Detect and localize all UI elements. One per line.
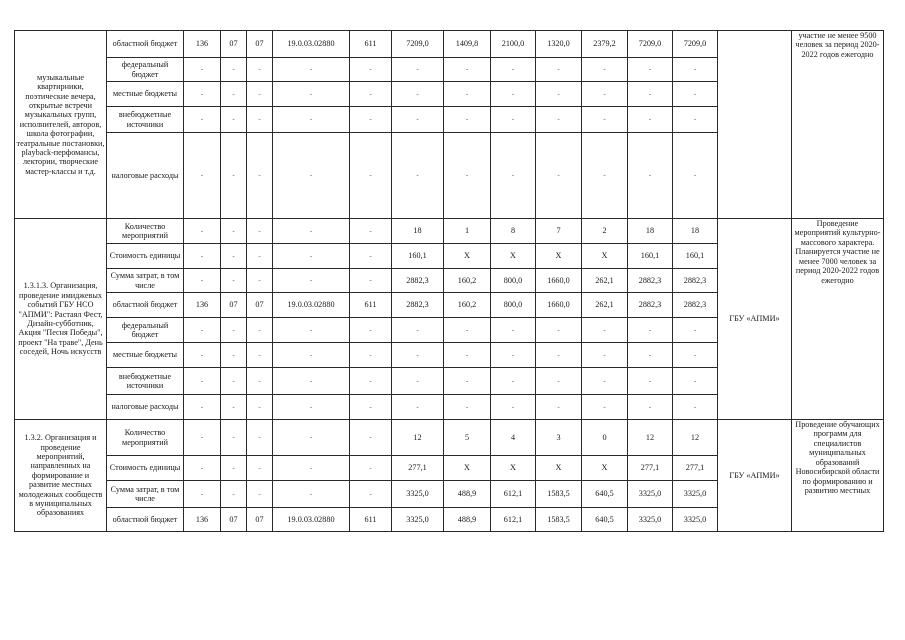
cell-c5: - [350, 368, 392, 395]
cell-c2: 07 [221, 508, 247, 532]
cell-v4: 3 [536, 420, 582, 456]
cell-c1: - [184, 481, 221, 508]
cell-c2: - [221, 107, 247, 133]
cell-v7: - [673, 343, 718, 368]
cell-c2: - [221, 269, 247, 293]
cell-v4: 1320,0 [536, 31, 582, 58]
cell-c5: - [350, 269, 392, 293]
cell-v1: 18 [392, 219, 444, 244]
cell-c1: 136 [184, 508, 221, 532]
cell-c2: 07 [221, 31, 247, 58]
cell-v3: 8 [491, 219, 536, 244]
cell-v3: - [491, 133, 536, 219]
table-row [15, 219, 884, 244]
table-row [15, 420, 884, 456]
cell-v3: - [491, 343, 536, 368]
cell-c3: - [247, 395, 273, 420]
cell-v7: 7209,0 [673, 31, 718, 58]
cell-c4: - [273, 368, 350, 395]
cell-v1: - [392, 395, 444, 420]
cell-c2: - [221, 481, 247, 508]
expected-result: участие не менее 9500 человек за период 2020-2022 годов ежегодно [792, 31, 884, 219]
cell-c5: - [350, 82, 392, 107]
cell-v7: 2882,3 [673, 293, 718, 318]
cell-v7: - [673, 368, 718, 395]
cell-v2: 488,9 [444, 481, 491, 508]
cell-v4: - [536, 58, 582, 82]
cell-v2: - [444, 395, 491, 420]
cell-v5: 262,1 [582, 269, 628, 293]
executor: ГБУ «АПМИ» [718, 219, 792, 420]
cell-v1: - [392, 318, 444, 343]
cell-c1: - [184, 269, 221, 293]
cell-c2: 07 [221, 293, 247, 318]
cell-v2: 1409,8 [444, 31, 491, 58]
cell-v5: 640,5 [582, 481, 628, 508]
cell-c4: - [273, 395, 350, 420]
cell-v1: 277,1 [392, 456, 444, 481]
row-label: Сумма затрат, в том числе [107, 481, 184, 508]
row-label: Стоимость единицы [107, 456, 184, 481]
cell-c1: - [184, 58, 221, 82]
row-label: местные бюджеты [107, 343, 184, 368]
cell-c3: 07 [247, 508, 273, 532]
cell-v2: X [444, 244, 491, 269]
executor [718, 31, 792, 219]
cell-v1: 160,1 [392, 244, 444, 269]
cell-c4: 19.0.03.02880 [273, 31, 350, 58]
cell-v6: 7209,0 [628, 31, 673, 58]
cell-c3: - [247, 107, 273, 133]
cell-c4: - [273, 318, 350, 343]
cell-c5: - [350, 58, 392, 82]
cell-v7: 3325,0 [673, 508, 718, 532]
cell-v3: X [491, 244, 536, 269]
cell-v6: 277,1 [628, 456, 673, 481]
cell-c4: - [273, 58, 350, 82]
cell-c4: 19.0.03.02880 [273, 293, 350, 318]
row-label: областной бюджет [107, 508, 184, 532]
cell-c5: 611 [350, 293, 392, 318]
row-label: Количество мероприятий [107, 219, 184, 244]
cell-v1: - [392, 58, 444, 82]
cell-v6: 3325,0 [628, 508, 673, 532]
cell-c5: - [350, 481, 392, 508]
cell-v5: - [582, 318, 628, 343]
cell-v3: X [491, 456, 536, 481]
cell-c1: - [184, 368, 221, 395]
cell-v4: - [536, 343, 582, 368]
cell-c1: - [184, 343, 221, 368]
activity-name: 1.3.1.3. Организация, проведение имиджевых событий ГБУ НСО "АПМИ": Растаял Фест, Дизайн-субботник, Акция "Песня Победы", проект "На траве", День соседей, Ночь искусств [15, 219, 107, 420]
row-label: федеральный бюджет [107, 318, 184, 343]
cell-v3: 800,0 [491, 269, 536, 293]
cell-c5: - [350, 395, 392, 420]
cell-c3: - [247, 368, 273, 395]
cell-c2: - [221, 395, 247, 420]
cell-c4: - [273, 219, 350, 244]
cell-v2: - [444, 107, 491, 133]
cell-v5: 0 [582, 420, 628, 456]
cell-v6: 3325,0 [628, 481, 673, 508]
cell-v4: - [536, 107, 582, 133]
cell-v7: 18 [673, 219, 718, 244]
cell-c1: - [184, 420, 221, 456]
row-label: областной бюджет [107, 31, 184, 58]
cell-v5: 262,1 [582, 293, 628, 318]
cell-v2: X [444, 456, 491, 481]
cell-v1: 2882,3 [392, 293, 444, 318]
cell-v4: 1583,5 [536, 481, 582, 508]
cell-v6: 12 [628, 420, 673, 456]
cell-c1: - [184, 456, 221, 481]
cell-v6: 2882,3 [628, 293, 673, 318]
expected-result: Проведение обучающих программ для специалистов муниципальных образований Новосибирской области по формированию и развитию местных [792, 420, 884, 532]
cell-c3: - [247, 82, 273, 107]
cell-c2: - [221, 343, 247, 368]
cell-v4: - [536, 318, 582, 343]
cell-c3: - [247, 219, 273, 244]
cell-c4: - [273, 82, 350, 107]
cell-c5: - [350, 107, 392, 133]
cell-v6: - [628, 343, 673, 368]
cell-v1: 3325,0 [392, 508, 444, 532]
cell-v1: 3325,0 [392, 481, 444, 508]
expected-result: Проведение мероприятий культурно-массового характера. Планируется участие не менее 7000 человек за период 2020-2022 годов ежегодно [792, 219, 884, 420]
activity-name: 1.3.2. Организация и проведение мероприятий, направленных на формирование и развитие местных молодежных сообществ в муниципальных образованиях [15, 420, 107, 532]
cell-c2: - [221, 420, 247, 456]
cell-c4: - [273, 269, 350, 293]
cell-c1: 136 [184, 31, 221, 58]
cell-v3: - [491, 395, 536, 420]
row-label: местные бюджеты [107, 82, 184, 107]
row-label: областной бюджет [107, 293, 184, 318]
cell-c3: - [247, 244, 273, 269]
cell-v4: - [536, 133, 582, 219]
cell-c5: - [350, 133, 392, 219]
cell-v1: - [392, 107, 444, 133]
cell-v3: 612,1 [491, 508, 536, 532]
cell-c1: - [184, 395, 221, 420]
cell-c4: - [273, 481, 350, 508]
cell-v7: 3325,0 [673, 481, 718, 508]
cell-v6: - [628, 82, 673, 107]
cell-v7: - [673, 58, 718, 82]
cell-v2: 160,2 [444, 269, 491, 293]
cell-v5: 640,5 [582, 508, 628, 532]
cell-c4: - [273, 456, 350, 481]
cell-c3: - [247, 343, 273, 368]
row-label: налоговые расходы [107, 395, 184, 420]
cell-c5: - [350, 456, 392, 481]
cell-v1: - [392, 343, 444, 368]
cell-c1: - [184, 82, 221, 107]
cell-v5: - [582, 343, 628, 368]
cell-c5: - [350, 318, 392, 343]
cell-v5: - [582, 133, 628, 219]
activity-name: музыкальные квартирники, поэтические вечера, открытые встречи музыкальных групп, исполнителей, авторов, школа фотографии, театральные постановки, playback-перфомансы, лектории, творческие мастер-классы и т.д. [15, 31, 107, 219]
cell-c5: 611 [350, 508, 392, 532]
cell-c2: - [221, 318, 247, 343]
row-label: Сумма затрат, в том числе [107, 269, 184, 293]
cell-c5: 611 [350, 31, 392, 58]
cell-v4: 1660,0 [536, 269, 582, 293]
cell-c3: - [247, 269, 273, 293]
cell-v3: 2100,0 [491, 31, 536, 58]
cell-v2: - [444, 318, 491, 343]
cell-v2: 1 [444, 219, 491, 244]
row-label: внебюджетные источники [107, 368, 184, 395]
cell-v6: - [628, 368, 673, 395]
cell-c2: - [221, 368, 247, 395]
cell-v1: - [392, 82, 444, 107]
cell-v6: 18 [628, 219, 673, 244]
cell-v5: 2379,2 [582, 31, 628, 58]
cell-v3: - [491, 107, 536, 133]
cell-v6: - [628, 318, 673, 343]
row-label: внебюджетные источники [107, 107, 184, 133]
row-label: федеральный бюджет [107, 58, 184, 82]
cell-v6: - [628, 107, 673, 133]
cell-v6: 2882,3 [628, 269, 673, 293]
cell-c4: - [273, 420, 350, 456]
cell-v7: - [673, 82, 718, 107]
cell-v6: - [628, 133, 673, 219]
cell-v3: 4 [491, 420, 536, 456]
cell-c2: - [221, 82, 247, 107]
cell-c1: - [184, 133, 221, 219]
cell-v5: - [582, 395, 628, 420]
cell-v2: - [444, 58, 491, 82]
cell-v1: - [392, 368, 444, 395]
cell-v7: - [673, 133, 718, 219]
cell-c3: - [247, 420, 273, 456]
cell-v3: - [491, 82, 536, 107]
cell-v5: - [582, 82, 628, 107]
cell-v6: - [628, 395, 673, 420]
cell-v4: 7 [536, 219, 582, 244]
cell-v4: 1583,5 [536, 508, 582, 532]
cell-c5: - [350, 219, 392, 244]
row-label: Количество мероприятий [107, 420, 184, 456]
cell-c3: - [247, 481, 273, 508]
cell-v5: - [582, 58, 628, 82]
cell-c4: - [273, 244, 350, 269]
cell-v5: 2 [582, 219, 628, 244]
cell-v3: 800,0 [491, 293, 536, 318]
cell-v1: 2882,3 [392, 269, 444, 293]
cell-c2: - [221, 456, 247, 481]
cell-v5: X [582, 244, 628, 269]
cell-v3: - [491, 58, 536, 82]
cell-v2: 160,2 [444, 293, 491, 318]
cell-c3: 07 [247, 31, 273, 58]
cell-c2: - [221, 244, 247, 269]
cell-v4: 1660,0 [536, 293, 582, 318]
row-label: Стоимость единицы [107, 244, 184, 269]
cell-c3: - [247, 456, 273, 481]
cell-c3: - [247, 318, 273, 343]
cell-c1: - [184, 244, 221, 269]
cell-v3: 612,1 [491, 481, 536, 508]
cell-c5: - [350, 343, 392, 368]
cell-v7: 12 [673, 420, 718, 456]
cell-v7: 2882,3 [673, 269, 718, 293]
cell-c2: - [221, 133, 247, 219]
cell-v5: - [582, 368, 628, 395]
cell-v1: 12 [392, 420, 444, 456]
cell-c1: - [184, 318, 221, 343]
cell-c1: - [184, 107, 221, 133]
cell-c1: - [184, 219, 221, 244]
cell-v4: X [536, 244, 582, 269]
table-row [15, 31, 884, 58]
cell-c3: - [247, 133, 273, 219]
cell-v1: - [392, 133, 444, 219]
cell-c4: 19.0.03.02880 [273, 508, 350, 532]
cell-c2: - [221, 219, 247, 244]
cell-v2: - [444, 343, 491, 368]
cell-v4: - [536, 395, 582, 420]
cell-v6: 160,1 [628, 244, 673, 269]
cell-c5: - [350, 420, 392, 456]
row-label: налоговые расходы [107, 133, 184, 219]
cell-v3: - [491, 318, 536, 343]
cell-v3: - [491, 368, 536, 395]
cell-v4: - [536, 82, 582, 107]
cell-v7: 277,1 [673, 456, 718, 481]
cell-v7: 160,1 [673, 244, 718, 269]
cell-v7: - [673, 395, 718, 420]
cell-c3: - [247, 58, 273, 82]
cell-v4: - [536, 368, 582, 395]
cell-v5: X [582, 456, 628, 481]
cell-v2: 488,9 [444, 508, 491, 532]
cell-v7: - [673, 318, 718, 343]
cell-c4: - [273, 107, 350, 133]
budget-table [14, 30, 884, 532]
cell-v7: - [673, 107, 718, 133]
cell-v2: - [444, 133, 491, 219]
cell-v2: 5 [444, 420, 491, 456]
cell-v2: - [444, 82, 491, 107]
cell-v2: - [444, 368, 491, 395]
cell-c1: 136 [184, 293, 221, 318]
cell-c3: 07 [247, 293, 273, 318]
cell-c4: - [273, 343, 350, 368]
executor: ГБУ «АПМИ» [718, 420, 792, 532]
cell-c4: - [273, 133, 350, 219]
cell-v5: - [582, 107, 628, 133]
cell-v4: X [536, 456, 582, 481]
cell-c5: - [350, 244, 392, 269]
cell-v6: - [628, 58, 673, 82]
cell-v1: 7209,0 [392, 31, 444, 58]
cell-c2: - [221, 58, 247, 82]
